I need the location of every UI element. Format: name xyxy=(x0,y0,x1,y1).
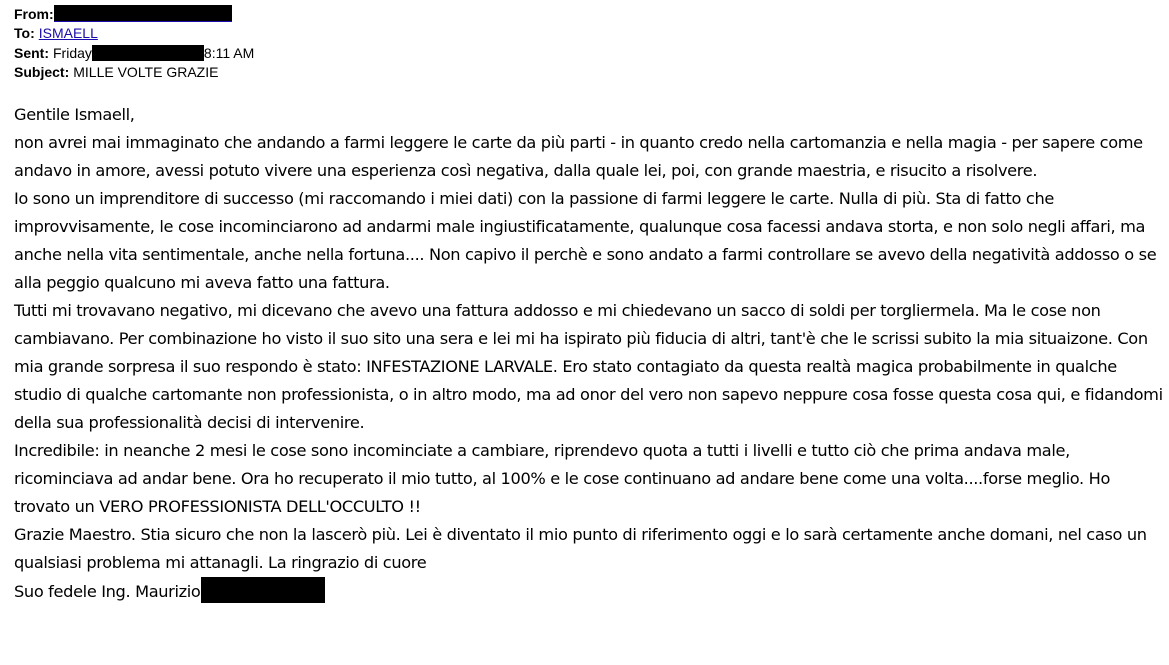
from-label: From: xyxy=(14,6,54,22)
signature: Suo fedele Ing. Maurizio xyxy=(14,582,201,601)
body-paragraph: Incredibile: in neanche 2 mesi le cose sono incominciate a cambiare, riprendevo quota a tutti i livelli e tutto ciò che prima andava male, ricominciava ad andar bene. Ora ho recuperato il mio tutto, al 100% e le cose continuano ad andare bene come una volta....forse meglio. Ho trovato un VERO PROFESSIONISTA DELL'OCCULTO !! xyxy=(14,441,1111,516)
signature-line xyxy=(14,577,1164,606)
redacted-sender xyxy=(54,5,232,22)
sent-day: Friday xyxy=(53,44,92,61)
email-header xyxy=(14,5,254,82)
from-row xyxy=(14,5,254,24)
sent-label: Sent: xyxy=(14,44,49,61)
greeting: Gentile Ismaell, xyxy=(14,105,135,124)
subject-label: Subject: xyxy=(14,63,70,80)
email-body xyxy=(14,101,1164,606)
body-paragraph: Io sono un imprenditore di successo (mi raccomando i miei dati) con la passione di farmi leggere le carte. Nulla di più. Sta di fatto che improvvisamente, le cose incominciarono ad andarmi male ingiustificatamente, qualunque cosa facessi andava storta, e non solo negli affari, ma anche nella vita sentimentale, anche nella fortuna.... Non capivo il perchè e sono andato a farmi controllare se avevo della negatività addosso o se alla peggio qualcuno mi aveva fatto una fattura. xyxy=(14,189,1157,292)
body-paragraph: Tutti mi trovavano negativo, mi dicevano che avevo una fattura addosso e mi chiedevano un sacco di soldi per torgliermela. Ma le cose non cambiavano. Per combinazione ho visto il suo sito una sera e lei mi ha ispirato più fiducia di altri, tant'è che le scrissi subito la mia situaizone. Con mia grande sorpresa il suo respondo è stato: INFESTAZIONE LARVALE. Ero stato contagiato da questa realtà magica probabilmente in qualche studio di qualche cartomante non professionista, o in altro modo, ma ad onor del vero non sapevo neppure cosa fosse questa cosa qui, e fidandomi della sua professionalità decisi di intervenire. xyxy=(14,301,1163,432)
body-paragraph: Grazie Maestro. Stia sicuro che non la lascerò più. Lei è diventato il mio punto di riferimento oggi e lo sarà certamente anche domani, nel caso un qualsiasi problema mi attanagli. La ringrazio di cuore xyxy=(14,525,1147,572)
redacted-date xyxy=(92,45,204,61)
subject-value: MILLE VOLTE GRAZIE xyxy=(73,63,219,80)
sent-time: 8:11 AM xyxy=(203,44,255,61)
to-label: To: xyxy=(14,25,35,42)
to-row xyxy=(14,24,254,43)
subject-row xyxy=(14,63,254,82)
body-paragraph: non avrei mai immaginato che andando a farmi leggere le carte da più parti - in quanto credo nella cartomanzia e nella magia - per sapere come andavo in amore, avessi potuto vivere una esperienza così negativa, dalla quale lei, poi, con grande maestria, e risucito a risolvere. xyxy=(14,133,1143,180)
to-recipient-link[interactable]: ISMAELL xyxy=(38,25,98,42)
redacted-surname xyxy=(201,577,325,603)
sent-row xyxy=(14,44,254,63)
